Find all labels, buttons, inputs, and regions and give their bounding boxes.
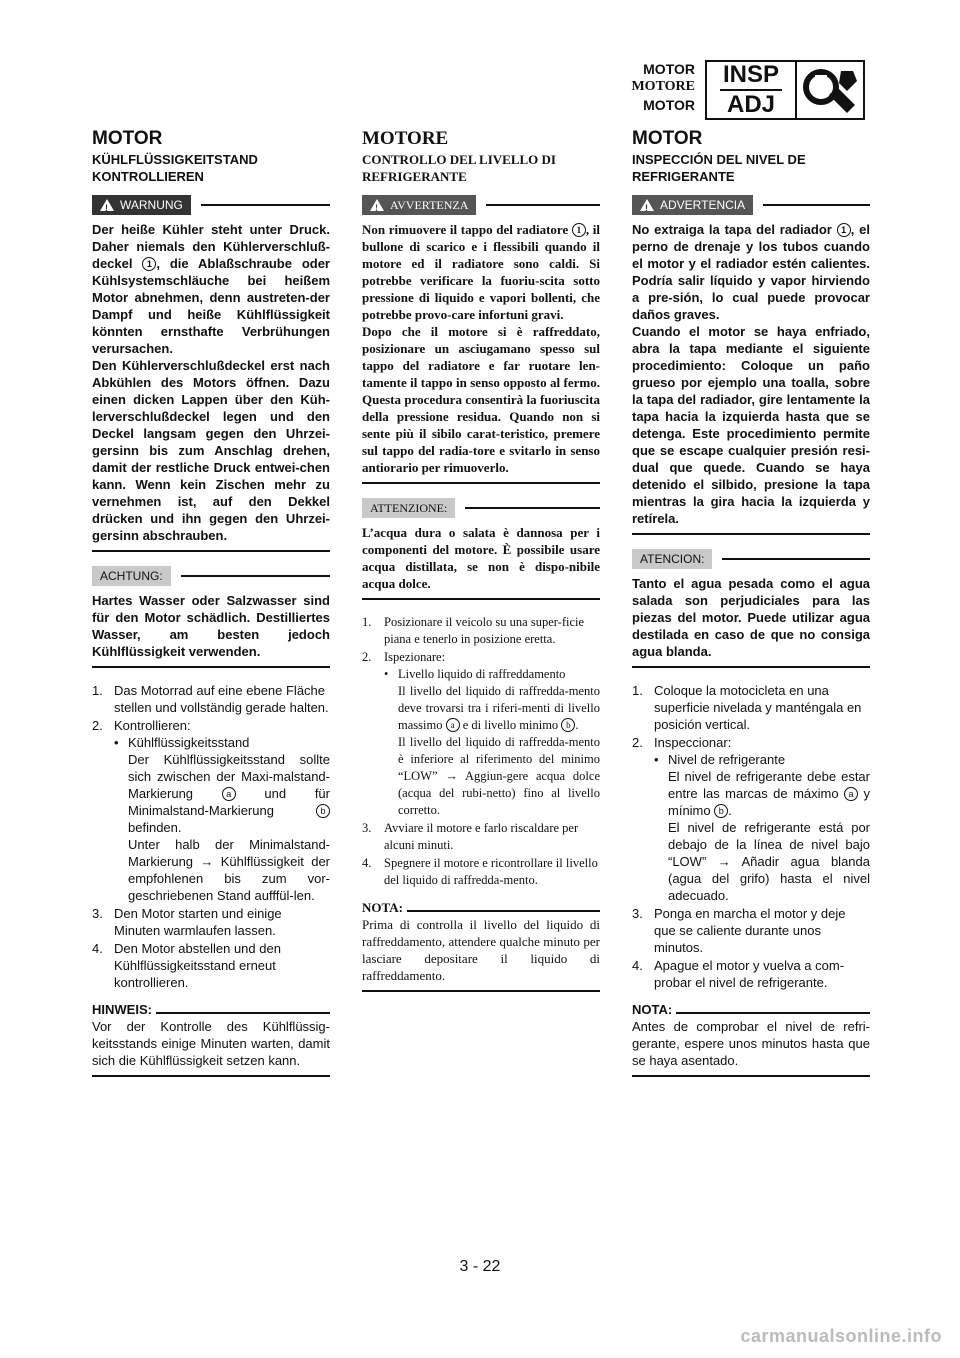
- list-item: 2. Kontrollieren: • Kühlflüssigkeitsstand Der Kühlflüssigkeitsstand sollte sich zwischen der Maxi-malstand-Markierung a und für Minimalstand-Markierung b befinden. Unter halb der Minimalstand-Markierung → Kühlflüssigkeit der empfohlenen bis zum vor-geschriebenen Stand aufffül-len.: [92, 718, 330, 903]
- caution-text-it: L’acqua dura o salata è dannosa per i componenti del motore. È possibile usare acqua distillata, se non è dispo-nibile acqua dolce.: [362, 525, 600, 591]
- steps-it: [362, 614, 600, 889]
- warning-header-it: [362, 195, 600, 215]
- title-it: MOTORE: [362, 128, 449, 149]
- caution-text-de: Hartes Wasser oder Salzwasser sind für den Motor schädlich. Destilliertes Wasser, am besten jedoch Kühlflüssigkeit verwenden.: [92, 593, 330, 659]
- note-text-it: Prima di controlla il livello del liquido di raffreddamento, attendere qualche minuto per lasciare depositare il liquido di raffreddamento.: [362, 917, 600, 983]
- caution-badge-es: ATENCION:: [632, 549, 712, 569]
- list-item: 4. Apague el motor y vuelva a com-probar el nivel de refrigerante.: [632, 958, 845, 990]
- warning-text-it-2: Dopo che il motore si è raffreddato, posizionare un asciugamano spesso sul tappo del radiatore e far ruotare len-tamente il tappo in senso opposto al fermo. Questa procedura consentirà la fuoriuscita della pressione residua. Quando non si sente più il sibilo carat-teristico, premere sul tappo del radia-tore e svitarlo in senso antiorario per rimuoverlo.: [362, 324, 600, 475]
- list-item: 3. Ponga en marcha el motor y deje que se caliente durante unos minutos.: [632, 906, 846, 955]
- insp-adj-badge: [705, 60, 865, 120]
- badge-adj: ADJ: [726, 91, 775, 118]
- warning-text-it: Non rimuovere il tappo del radiatore 1 , il bullone di scarico e i flessibili quando il motore ed il radiatore sono caldi. Si potrebbe verificare la fuoriu-scita sotto pressione di liquido e vapori bollenti, che potrebbe provo-care infortuni gravi.: [362, 222, 600, 322]
- steps-de: [92, 682, 330, 991]
- warning-triangle-icon: [640, 199, 654, 211]
- warning-text-es-2: Cuando el motor se haya enfriado, abra la tapa mediante el siguiente procedimiento: Coloque un paño grueso por ejemplo una toalla, sobre la tapa del radiador, gire lentamente la tapa hacia la izquierda hasta que se detenga. Este procedimiento permite que se escape cualquier presión resi-dual que quede. Cuando se haya detenido el silbido, presione la tapa mientras la gira hacia la izquierda y retírela.: [632, 324, 870, 526]
- badge-insp: INSP: [722, 61, 779, 88]
- list-item: 1. Das Motorrad auf eine ebene Fläche stellen und vollständig gerade halten.: [92, 683, 329, 715]
- section-label-es: MOTOR: [643, 97, 695, 113]
- title-de: MOTOR: [92, 128, 163, 149]
- warning-text-de: Der heiße Kühler steht unter Druck. Daher niemals den Kühlerverschluß-deckel 1 , die Ablaßschraube oder Kühlsystemschläuche bei heißem Motor abnehmen, denn austreten-der Dampf und heiße Kühlflüssigkeit könnten ernsthafte Verbrühungen verursachen.: [92, 222, 330, 356]
- list-item: 3. Den Motor starten und einige Minuten warmlaufen lassen.: [92, 906, 282, 938]
- caution-header-es: [632, 549, 870, 569]
- insp-adj-text: [707, 62, 797, 118]
- subtitle-it: CONTROLLO DEL LIVELLO DI REFRIGERANTE: [362, 152, 556, 184]
- list-item: 2. Inspeccionar: • Nivel de refrigerante El nivel de refrigerante debe estar entre las marcas de máximo a y mínimo b . El nivel de refrigerante está por debajo de la línea de nivel bajo “LOW” → Añadir agua blanda (agua del grifo) hasta el nivel adecuado.: [632, 735, 870, 903]
- section-labels: [631, 60, 695, 114]
- section-label-it: MOTORE: [631, 79, 695, 94]
- list-item: 1. Coloque la motocicleta en una superficie nivelada y manténgala en posición vertical.: [632, 683, 862, 732]
- note-text-de: Vor der Kontrolle des Kühlflüssig-keitsstands einige Minuten warten, damit sich die Kühlflüssigkeit setzen kann.: [92, 1019, 330, 1068]
- title-es: MOTOR: [632, 128, 703, 149]
- caution-header-de: [92, 566, 330, 586]
- warning-header-de: [92, 195, 330, 215]
- wrench-icon: [797, 62, 863, 118]
- caution-text-es: Tanto el agua pesada como el agua salada son perjudiciales para las piezas del motor. Puede utilizar agua destilada en caso de que no consiga agua blanda.: [632, 576, 870, 659]
- list-item: 3. Avviare il motore e farlo riscaldare per alcuni minuti.: [362, 821, 579, 852]
- subtitle-de: KÜHLFLÜSSIGKEITSTAND KONTROLLIEREN: [92, 152, 258, 184]
- warning-text-de-2: Den Kühlerverschlußdeckel erst nach Abkühlen des Motors öffnen. Dazu einen dicken Lappen über den Küh-lerverschlußdeckel legen und den Deckel langsam gegen den Uhrzei-gersinn bis zum Anschlag drehen, damit der restliche Druck entwei-chen kann. Wenn kein Zischen mehr zu vernehmen ist, auf den Dekkel drücken und ihn gegen den Uhrzei-gersinn abschrauben.: [92, 358, 330, 543]
- column-spanish: [632, 130, 870, 1091]
- column-german: [92, 130, 330, 1091]
- note-header-de: HINWEIS:: [92, 1001, 330, 1018]
- section-label-de: MOTOR: [643, 61, 695, 77]
- warning-triangle-icon: [370, 199, 384, 211]
- warning-badge-es: ! ADVERTENCIA: [632, 195, 753, 215]
- subtitle-es: INSPECCIÓN DEL NIVEL DE REFRIGERANTE: [632, 152, 806, 184]
- steps-es: [632, 682, 870, 991]
- warning-text-es: No extraiga la tapa del radiador 1 , el perno de drenaje y los tubos cuando el motor y el radiador estén calientes. Podría salir líquido y vapor hirviendo a pre-sión, lo cual puede provocar daños graves.: [632, 222, 870, 322]
- footer-watermark: carmanualsonline.info: [740, 1326, 942, 1346]
- warning-badge-it: ! AVVERTENZA: [362, 195, 476, 215]
- warning-badge-de: ! WARNUNG: [92, 195, 191, 215]
- page-number: 3 - 22: [459, 1258, 501, 1275]
- note-text-es: Antes de comprobar el nivel de refri-gerante, espere unos minutos hasta que se haya asentado.: [632, 1019, 870, 1068]
- list-item: 4. Den Motor abstellen und den Kühlflüssigkeitsstand erneut kontrollieren.: [92, 941, 281, 990]
- list-item: 4. Spegnere il motore e ricontrollare il livello del liquido di raffredda-mento.: [362, 856, 598, 887]
- list-item: 1. Posizionare il veicolo su una super-ficie piana e tenerlo in posizione eretta.: [362, 615, 585, 646]
- column-italian: [362, 130, 600, 1006]
- caution-badge-de: ACHTUNG:: [92, 566, 171, 586]
- note-header-es: NOTA:: [632, 1001, 870, 1018]
- warning-header-es: [632, 195, 870, 215]
- note-header-it: NOTA:: [362, 899, 600, 916]
- caution-badge-it: ATTENZIONE:: [362, 498, 455, 518]
- warning-triangle-icon: [100, 199, 114, 211]
- list-item: 2. Ispezionare: • Livello liquido di raffreddamento Il livello del liquido di raffredda-mento deve trovarsi tra i riferi-menti di livello massimo a e di livello minimo b . Il livello del liquido di raffredda-mento è inferiore al riferimento del minimo “LOW” → Aggiun-gere acqua dolce (acqua del rubi-netto) fino al livello corretto.: [362, 650, 600, 817]
- caution-header-it: [362, 498, 600, 518]
